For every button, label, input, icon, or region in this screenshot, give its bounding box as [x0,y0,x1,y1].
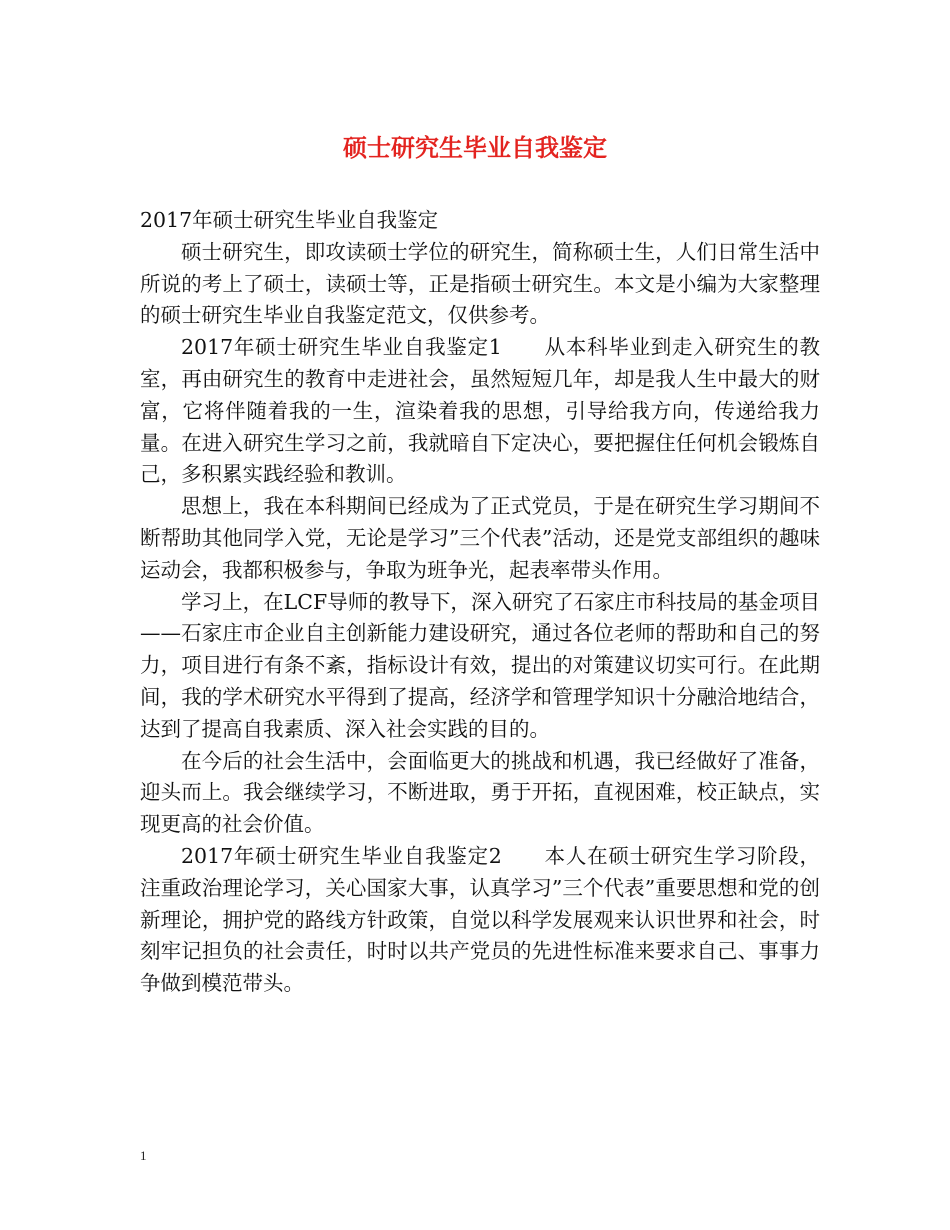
section-2-heading: 2017年硕士研究生毕业自我鉴定2 [181,843,502,868]
section-2-text: 本人在硕士研究生学习阶段，注重政治理论学习，关心国家大事，认真学习”三个代表”重要思想和党的创新理论，拥护党的路线方针政策，自觉以科学发展观来认识世界和社会，时刻牢记担负的社会责任，时时以共产党员的先进性标准来要求自己、事事力争做到模范带头。 [140,843,820,996]
future-paragraph: 在今后的社会生活中，会面临更大的挑战和机遇，我已经做好了准备，迎头而上。我会继续学习，不断进取，勇于开拓，直视困难，校正缺点，实现更高的社会价值。 [140,748,820,837]
thought-paragraph: 思想上，我在本科期间已经成为了正式党员，于是在研究生学习期间不断帮助其他同学入党，无论是学习”三个代表”活动，还是党支部组织的趣味运动会，我都积极参与，争取为班争光，起表率带头作用。 [140,494,820,582]
section-2-paragraph [140,841,820,1000]
page-number: 1 [140,1148,147,1163]
section-1-heading: 2017年硕士研究生毕业自我鉴定1 [181,335,502,360]
section-1-paragraph [140,332,820,491]
section-1-text: 从本科毕业到走入研究生的教室，再由研究生的教育中走进社会，虽然短短几年，却是我人生中最大的财富，它将伴随着我的一生，渲染着我的思想，引导给我方向，传递给我力量。在进入研究生学习之前，我就暗自下定决心，要把握住任何机会锻炼自己，多积累实践经验和教训。 [140,335,820,487]
study-paragraph: 学习上，在LCF导师的教导下，深入研究了石家庄市科技局的基金项目——石家庄市企业自主创新能力建设研究，通过各位老师的帮助和自己的努力，项目进行有条不紊，指标设计有效，提出的对策建议切实可行。在此期间，我的学术研究水平得到了提高，经济学和管理学知识十分融洽地结合，达到了提高自我素质、深入社会实践的目的。 [140,589,820,741]
intro-paragraph: 硕士研究生，即攻读硕士学位的研究生，简称硕士生，人们日常生活中所说的考上了硕士，读硕士等，正是指硕士研究生。本文是小编为大家整理的硕士研究生毕业自我鉴定范文，仅供参考。 [140,239,820,328]
document-title: 硕士研究生毕业自我鉴定 [343,133,607,162]
subtitle-line: 2017年硕士研究生毕业自我鉴定 [140,208,439,232]
document-body [140,205,820,1000]
